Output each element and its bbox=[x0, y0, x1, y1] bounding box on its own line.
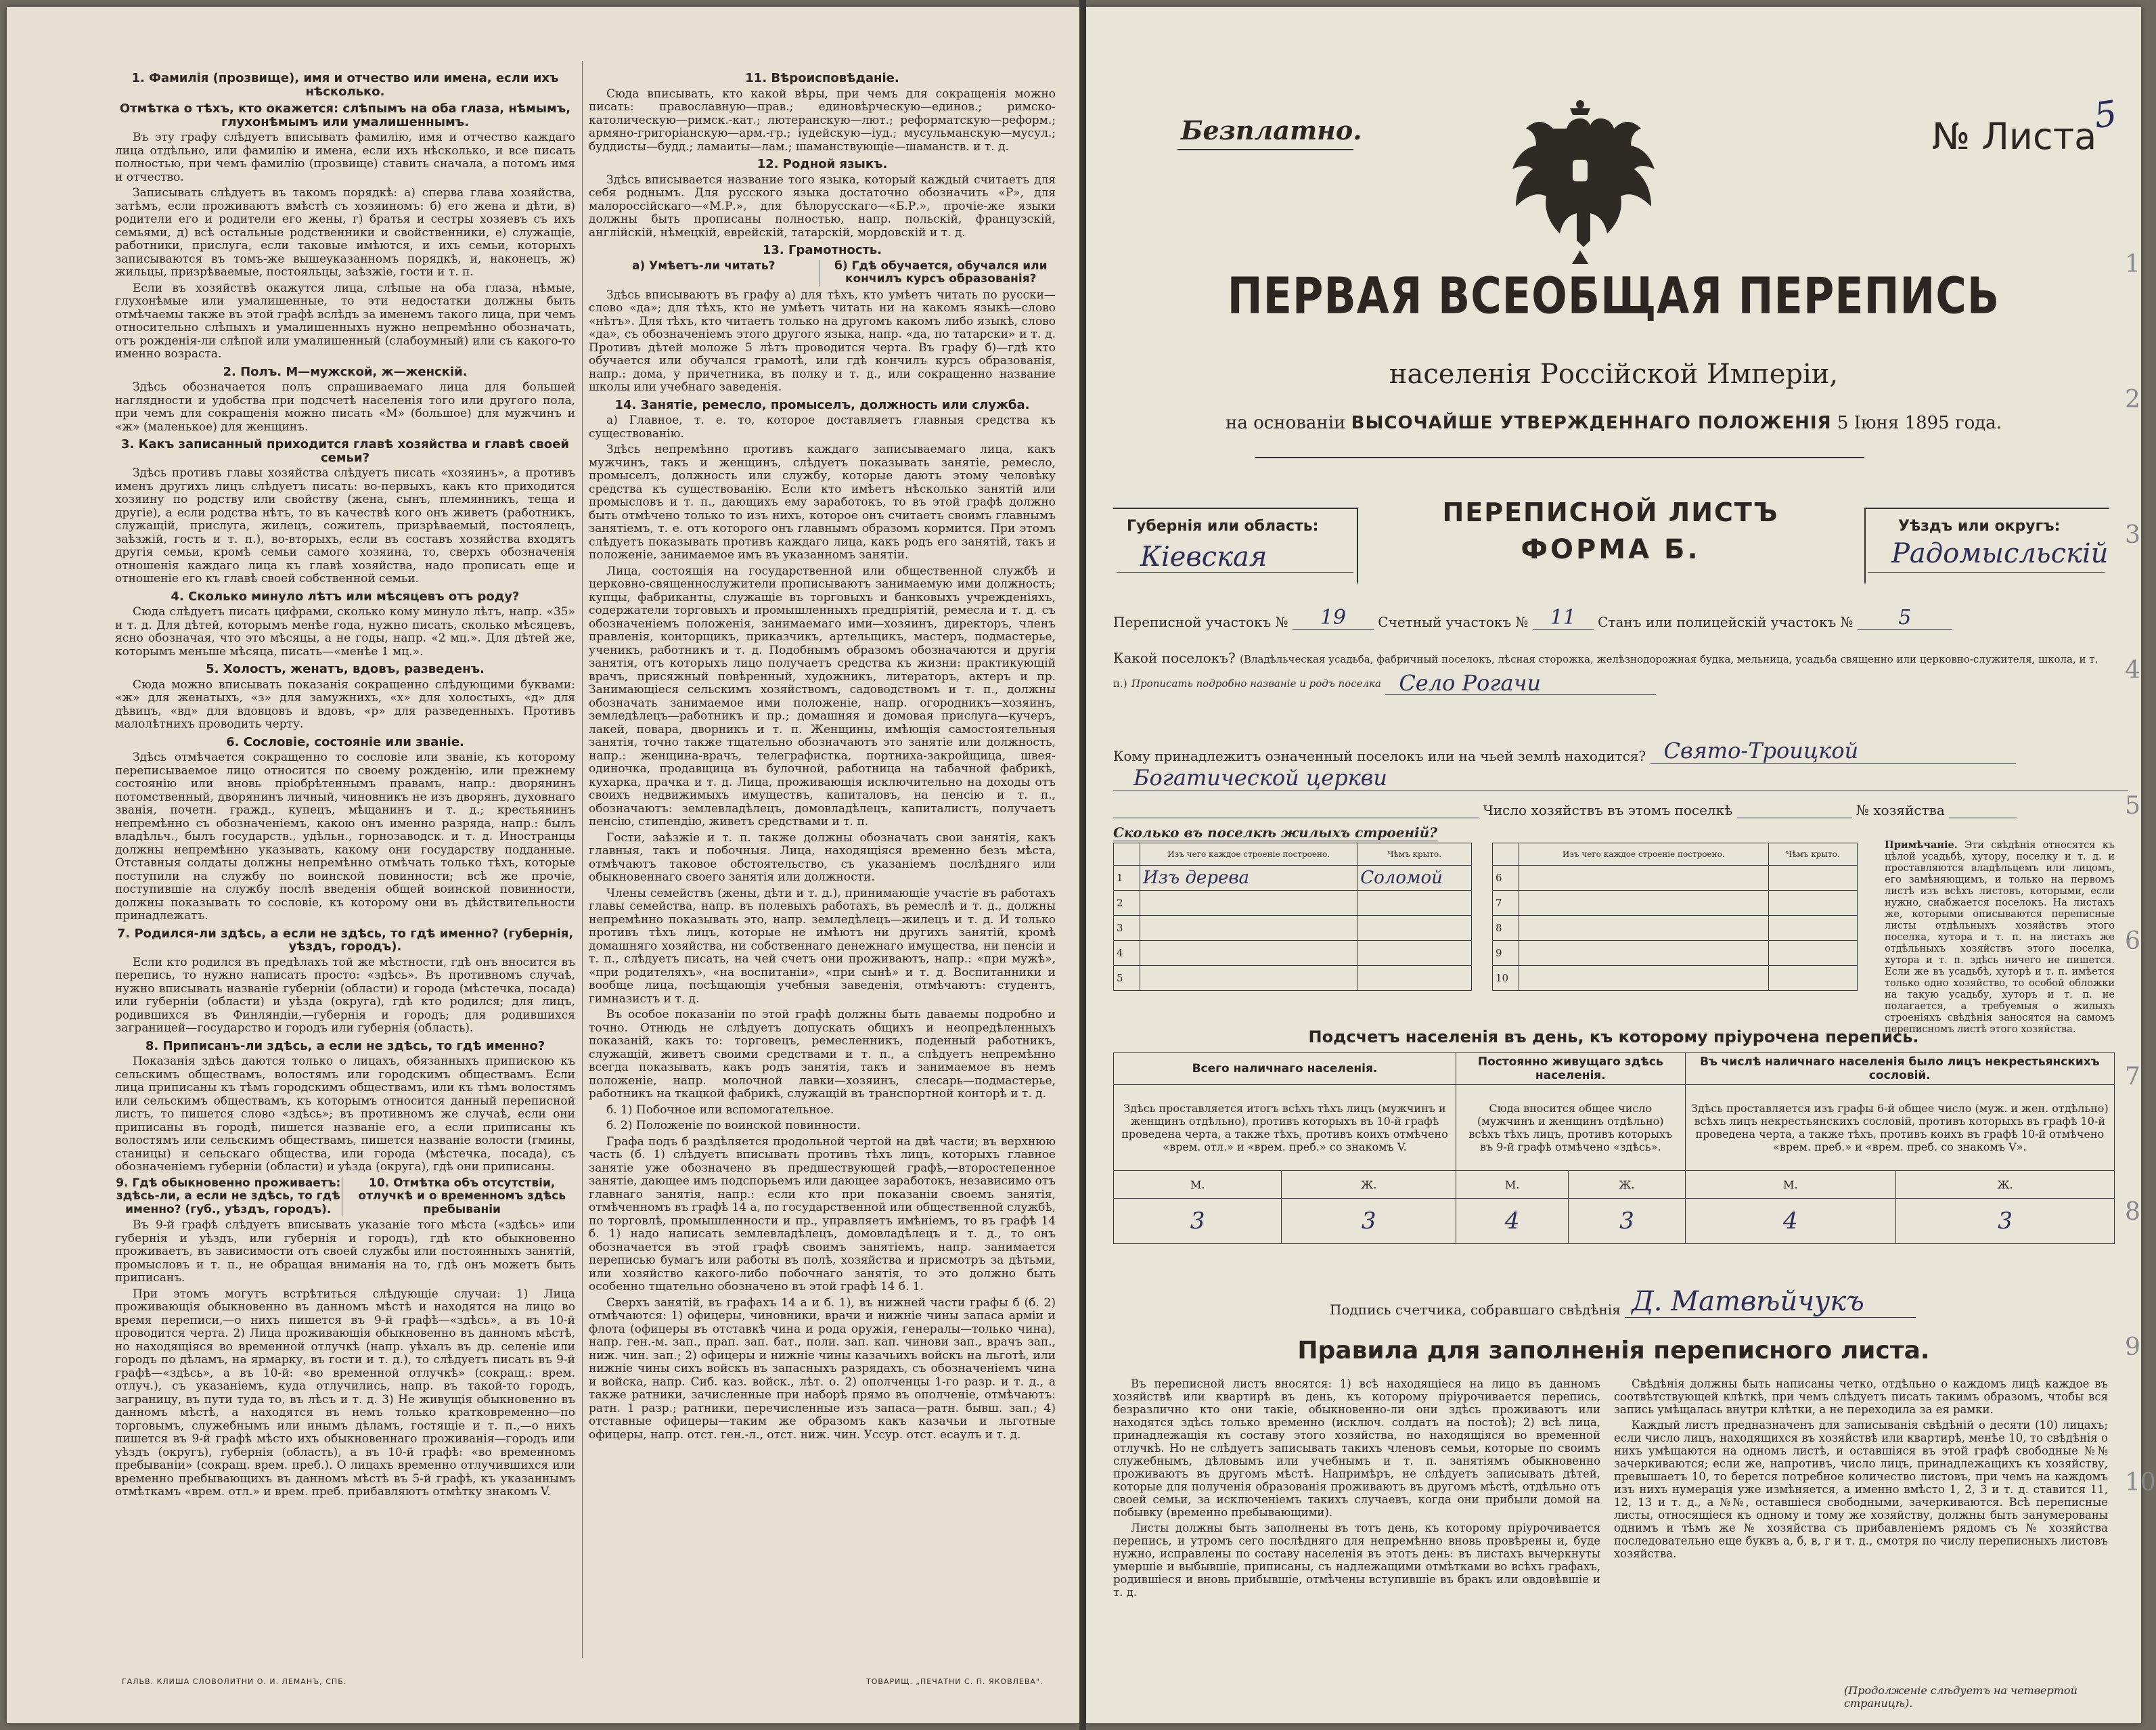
paragraph: Сверхъ занятій, въ графахъ 14 а и б. 1), въ нижней части графы б (б. 2) отмѣчаются: 1) офицеры, чиновники, врачи и нижніе чины запаса армiи и флота (офицеры въ отставкѣ чина и рода оружія, генералы—только чина), напр. ген.-м. зап., прап. зап. бат., поли. зап. кап. чинови зап., врачъ зап., ниж. чин. зап.; 2) офицеры и нижніе чины казачьихъ войскъ на льготѣ, или нижніе чины сихъ войскъ въ запасныхъ разрядахъ, съ обозначеніемъ чина и войска, напр. Сиб. каз. войск., лѣт. о. 2) ополченцы 1-го разр. и т. д., а также ратники, зачисленные при наборѣ прямо въ ополченіе, отмѣчаютъ: ратн. 1 разр.; ратники, перечисленные изъ запаса—ратн. бывш. зап.; 4) отставные офицеры—таким же образомъ какъ казачьи и льготные офицеры, напр. отст. ген.-л., отст. ниж. чин. Уссур. отст. есаулъ и т. д. bbox=[589, 1295, 1056, 1442]
building-roof bbox=[1357, 966, 1472, 991]
pop-value-permanent-m: 4 bbox=[1456, 1199, 1568, 1244]
uezd-value: Радомысльскій bbox=[1891, 538, 2109, 569]
section-heading: 8. Приписанъ-ли здѣсь, а если не здѣсь, то гдѣ именно? bbox=[145, 1038, 545, 1053]
pop-value-non-peasant-m: 4 bbox=[1685, 1199, 1895, 1244]
section-heading: 7. Родился-ли здѣсь, а если не здѣсь, то гдѣ именно? (губернія, уѣздъ, городъ). bbox=[116, 926, 574, 954]
land-label: Кому принадлежитъ означенный поселокъ или на чьей землѣ находится? bbox=[1113, 748, 1646, 764]
settlement-hint: (Владѣльческая усадьба, фабричный поселокъ, лѣсная сторожка, желѣзнодорожная будка, мельница, усадьба священно или церковно-служителя, школа, и т. п.) bbox=[1113, 653, 2098, 690]
section-heading: 14. Занятіе, ремесло, промыселъ, должность или служба. bbox=[614, 397, 1030, 412]
book-gutter bbox=[1079, 0, 1086, 1730]
land-value-1: Свято-Троицкой bbox=[1650, 738, 2016, 764]
paragraph: Здѣсь непремѣнно противъ каждаго записываемаго лица, какъ мужчинъ, такъ и женщинъ, слѣдуетъ показывать занятіе, ремесло, промыселъ, должность или службу, которые даютъ этому человѣку средства къ существованію. Если кто имѣетъ нѣсколько занятій или промысловъ и т. п., дающихъ ему заработокъ, то въ этой графѣ должно быть отмѣчено только то изъ нихъ, которое онъ считаетъ своимъ главнымъ занятіемъ, т. е. отъ которого онъ главнымъ образомъ кормится. При этомъ слѣдуетъ показывать противъ каждаго лица, какъ родъ его занятій, такъ и положеніе, занимаемое имъ въ указанномъ занятіи. bbox=[589, 443, 1056, 562]
building-roof: Соломой bbox=[1357, 866, 1472, 891]
section-heading: 5. Холостъ, женатъ, вдовъ, разведенъ. bbox=[206, 662, 485, 676]
building-number: 3 bbox=[1114, 916, 1140, 941]
sub-heading: 9. Гдѣ обыкновенно проживаетъ: здѣсь-ли, а если не здѣсь, то гдѣ именно? (губ., уѣздъ, городъ). bbox=[115, 1177, 342, 1217]
count-section-label: Счетный участокъ № bbox=[1378, 614, 1529, 630]
stan-value: 5 bbox=[1858, 606, 1952, 630]
households-row bbox=[1113, 802, 2115, 818]
signature-label: Подпись счетчика, собравшаго свѣдѣнія bbox=[1330, 1302, 1621, 1318]
pop-text-permanent: Сюда вносится общее число (мужчинъ и женщинъ отдѣльно) всѣхъ тѣхъ лицъ, противъ которыхъ въ 9-й графѣ отмѣчено «здѣсь». bbox=[1456, 1085, 1685, 1171]
paragraph: Сюда слѣдуетъ писать цифрами, сколько кому минуло лѣтъ, напр. «35» и т. д. Для дѣтей, которымъ менѣе года, нужно писать, сколько мѣсяцевъ, ясно обозначая, что это мѣсяцы, а не годы, напр. «2 мц.». Для дѣтей же, которымъ меньше мѣсяца, писать—«менѣе 1 мц.». bbox=[115, 605, 575, 659]
pop-text-non-peasant: Здѣсь проставляется изъ графы 6-й общее число (муж. и жен. отдѣльно) всѣхъ лицъ некрестьянскихъ сословій, противъ которыхъ въ графѣ 10-й проведена черта, а также тѣхъ, противъ коихъ въ графѣ 10-й отмѣчено «врем. преб.» и «врем. преб. со знакомъ V». bbox=[1685, 1085, 2114, 1171]
building-number: 9 bbox=[1493, 941, 1519, 966]
buildings-label: Сколько въ поселкѣ жилыхъ строеній? bbox=[1113, 824, 1437, 841]
pop-value-permanent-f: 3 bbox=[1569, 1199, 1685, 1244]
margin-number: 5 bbox=[2125, 792, 2140, 820]
population-count-title: Подсчетъ населенія въ день, къ которому пріурочена перепись. bbox=[1308, 1027, 1919, 1046]
buildings-note bbox=[1885, 839, 2115, 1036]
building-roof bbox=[1768, 916, 1857, 941]
section-heading: 1. Фамилія (прозвище), имя и отчество или имена, если ихъ нѣсколько. bbox=[131, 71, 559, 99]
instructions-column-a bbox=[115, 68, 575, 1502]
right-page bbox=[1086, 7, 2156, 1723]
paragraph: а) Главное, т. е. то, которое доставляетъ главныя средства къ существованію. bbox=[589, 414, 1056, 441]
paragraph: б. 1) Побочное или вспомогательное. bbox=[606, 1103, 834, 1117]
building-row bbox=[1493, 891, 1858, 916]
margin-number: 6 bbox=[2125, 927, 2140, 955]
pop-col-permanent: Постоянно живущаго здѣсь населенія. bbox=[1456, 1053, 1685, 1085]
settlement-hint-2: Прописать подробно названіе и родъ поселка bbox=[1131, 678, 1381, 690]
margin-number: 4 bbox=[2125, 657, 2140, 684]
basis-prefix: на основаніи bbox=[1225, 413, 1346, 433]
buildings-head-roof-2: Чѣмъ крыто. bbox=[1768, 843, 1857, 866]
building-row bbox=[1114, 891, 1472, 916]
rules-paragraph: Свѣдѣнія должны быть написаны четко, отдѣльно о каждомъ лицѣ каждое въ соотвѣтствующей клѣткѣ, при чемъ слѣдуетъ писать такимъ образомъ, чтобы вся запись умѣщалась внутри клѣтки, а не переходила за ея рамки. bbox=[1614, 1377, 2108, 1416]
signature-value: Д. Матвѣйчукъ bbox=[1625, 1286, 1916, 1318]
sub-heading: а) Умѣетъ-ли читать? bbox=[589, 260, 819, 286]
pop-value-present-f: 3 bbox=[1282, 1199, 1456, 1244]
count-section-value: 11 bbox=[1533, 606, 1594, 630]
census-section-label: Переписной участокъ № bbox=[1113, 614, 1288, 630]
buildings-head-material-2: Изъ чего каждое строеніе построено. bbox=[1519, 843, 1769, 866]
gubernia-line bbox=[1117, 572, 1353, 573]
buildings-head-material: Изъ чего каждое строеніе построено. bbox=[1140, 843, 1357, 866]
rules-paragraph: Въ переписной листъ вносятся: 1) всѣ находящіеся на лицо въ данномъ хозяйствѣ или квартирѣ въ день, къ которому пріурочивается перепись, безразлично кто они такіе, обыкновенно-ли они здѣсь проживаютъ или находятся здѣсь только временно (исключ. солдатъ на постоѣ); 2) всѣ лица, принадлежащія къ составу этого хозяйства, но находящіяся во временной отлучкѣ. Но не слѣдуетъ записывать такихъ членовъ семьи, которые по своимъ служебнымъ, дѣловымъ или учебнымъ и т. п. занятіямъ обыкновенно проживаютъ въ другомъ мѣстѣ. Напримѣръ, не слѣдуетъ записывать дѣтей, которые для полученія образованія проживаютъ въ другомъ мѣстѣ, отдѣльно отъ своей семьи, за исключеніемъ такихъ случаевъ, когда они прибыли домой на побывку (временно пребывающими). bbox=[1113, 1377, 1600, 1519]
stan-label: Станъ или полицейскій участокъ № bbox=[1598, 614, 1854, 630]
imprint-right: ТОВАРИЩ. „ПЕЧАТНИ С. П. ЯКОВЛЕВА". bbox=[866, 1677, 1043, 1686]
building-row bbox=[1114, 966, 1472, 991]
free-underline bbox=[1177, 149, 1353, 150]
section-heading: 2. Полъ. М—мужской, ж—женскій. bbox=[223, 364, 468, 379]
margin-number: 9 bbox=[2125, 1333, 2140, 1361]
rules-continuation: (Продолженіе слѣдуетъ на четвертой страницѣ). bbox=[1844, 1684, 2078, 1710]
pop-m-1: М. bbox=[1114, 1171, 1282, 1199]
buildings-table-left bbox=[1113, 843, 1472, 991]
settlement-label: Какой поселокъ? bbox=[1113, 650, 1236, 666]
section-heading: 4. Сколько минуло лѣтъ или мѣсяцевъ отъ роду? bbox=[171, 589, 520, 604]
paragraph: Записывать слѣдуетъ въ такомъ порядкѣ: а) сперва глава хозяйства, затѣмъ, если проживаютъ вмѣстѣ съ хозяиномъ: б) его жена и дѣти, в) родители его и родители его жены, г) братья и сестры хозяевъ съ ихъ семьями, д) всѣ остальные родственники и свойственники, е) служащіе, работники, прислуга, если таковые имѣются, и ихъ семьи, которыхъ записываются въ томъ-же вышеуказанномъ порядкѣ, и, наконецъ, ж) жильцы, призрѣваемые, постояльцы, заѣзжіе, гости и т. п. bbox=[115, 186, 575, 279]
building-number: 8 bbox=[1493, 916, 1519, 941]
form-header bbox=[1357, 497, 1864, 565]
pop-f-1: Ж. bbox=[1282, 1171, 1456, 1199]
pop-col-present: Всего наличнаго населенія. bbox=[1114, 1053, 1456, 1085]
margin-number: 2 bbox=[2125, 386, 2140, 414]
paragraph: Здѣсь отмѣчается сокращенно то сословіе или званіе, къ которому переписываемое лицо относится по своему рожденію, или прежнему состоянію или вновь пріобрѣтеннымъ правамъ, напр.: дворянинъ потомственный, дворянинъ личный, чиновникъ не изъ дворянъ, духовнаго званія, почетн. гражд., купецъ, мѣщанинъ и т. д.; крестьянинъ непремѣнно съ обозначеніемъ, какою онъ именно разряда, напр.: былъ владѣльч., былъ государств., удѣльн., горнозаводск. и т. д. Иностранцы должны непремѣнно указывать, какому они государству подданные. Отставныя солдаты должны непремѣнно отмѣчать только тѣхъ, которые поступили на службу по воинской повинности; всѣ же прочіе, поступившіе на службу послѣ введенія общей воинской повинности, должны показывать то сословіе, къ которому они въ дѣйствительности принадлежатъ. bbox=[115, 751, 575, 923]
section-heading: 11. Вѣроисповѣданіе. bbox=[745, 71, 899, 85]
uezd-line bbox=[1868, 572, 2105, 573]
building-roof bbox=[1357, 891, 1472, 916]
paragraph: Здѣсь вписываютъ въ графу а) для тѣхъ, кто умѣетъ читать по русски—слово «да»; для тѣхъ, кто не умѣетъ читать ни на какомъ языкѣ—слово «нѣтъ». Для тѣхъ, кто читаетъ только на другомъ какомъ либо языкѣ, слово «да», съ обозначеніемъ этого другого языка, напр. «да, по татарски» и т. д. Противъ дѣтей моложе 5 лѣтъ проводится черта. Въ графу б)—гдѣ кто обучается или обучался грамотѣ, или гдѣ кончилъ курсъ образованія, напр.: дома, у причетника, въ полку и т. д., или сокращенно название школы или учебнаго заведенія. bbox=[589, 288, 1056, 394]
paragraph: Сюда вписывать, кто какой вѣры, при чемъ для сокращенія можно писать: православную—прав.; единовѣрческую—единов.; римско-католическую—римск.-кат.; лютеранскую—лют.; реформатскую—реформ.; армяно-григоріанскую—арм.-гр.; іудейскую—іуд.; мусульманскую—мусул.; буддисты—будд.; ламаиты—лам.; шаманствующіе—шаманств. и т. д. bbox=[589, 87, 1056, 154]
paragraph: Гости, заѣзжіе и т. п. также должны обозначать свои занятія, какъ главныя, такъ и побочныя. Лица, находящіяся временно безъ мѣста, отмѣчаютъ таковое обстоятельство, съ указаніемъ послѣдняго или обыкновеннаго своего занятія или должности. bbox=[589, 830, 1056, 884]
note-title: Примѣчаніе. bbox=[1885, 839, 1958, 851]
instructions-column-b bbox=[589, 68, 1056, 1444]
building-roof bbox=[1768, 866, 1857, 891]
section-heading: 6. Сословіе, состояніе или званіе. bbox=[226, 734, 464, 749]
building-material bbox=[1519, 916, 1769, 941]
pop-value-present-m: 3 bbox=[1114, 1199, 1282, 1244]
building-row bbox=[1493, 966, 1858, 991]
gubernia-value: Кіевская bbox=[1140, 541, 1267, 573]
signature-row bbox=[1330, 1286, 1916, 1318]
gubernia-label: Губернія или область: bbox=[1127, 518, 1319, 535]
paragraph: При этомъ могутъ встрѣтиться слѣдующіе случаи: 1) Лица проживающія обыкновенно въ данномъ мѣстѣ и находятся на лицо во время переписи,—о нихъ пишется въ 9-й графѣ—«здѣсь», а въ 10-й проводится черта. 2) Лица проживающія обыкновенно въ данномъ мѣстѣ, но находящіяся во временной отлучкѣ (напр. уѣхалъ въ др. селеніе или городъ по дѣламъ, на ярмарку, въ гости и т. д.), то слѣдуетъ писать въ 9-й графѣ—«здѣсь», а въ 10-й: «во временной отлучкѣ» (сокращ.: врем. отлуч.), съ указаніемъ, куда отлучились, напр. въ такой-то городъ, заграницу, въ пути туда то, въ лѣсъ и т. д. 3) Не живущія обыкновенно въ данномъ мѣстѣ, а находятся въ немъ только кратковременно—по торговымъ, служебнымъ или инымъ дѣламъ, гостящіе и т. п.,—о нихъ пишется въ 9-й графѣ мѣсто ихъ обыкновеннаго проживанія—городъ или уѣздъ (округъ), губернія (область), а въ 10-й графѣ: «во временномъ пребываніи» (сокращ. врем. преб.). О лицахъ временно отлучившихся или временно пребывающихъ въ данномъ мѣстѣ въ 5-й графѣ, къ указаннымъ отмѣткамъ «врем. отл.» и врем. преб. прибавляютъ отмѣтку знакомъ V. bbox=[115, 1287, 575, 1499]
building-roof bbox=[1768, 966, 1857, 991]
section-heading: Отмѣтка о тѣхъ, кто окажется: слѣпымъ на оба глаза, нѣмымъ, глухонѣмымъ или умалишеннымъ. bbox=[119, 102, 571, 129]
rules-column-a bbox=[1113, 1377, 1600, 1601]
building-number: 5 bbox=[1114, 966, 1140, 991]
building-roof bbox=[1357, 916, 1472, 941]
census-section-value: 19 bbox=[1293, 606, 1374, 630]
paragraph: Здѣсь противъ главы хозяйства слѣдуетъ писать «хозяинъ», а противъ именъ другихъ лицъ слѣдуетъ писать: во-первыхъ, какъ кто приходится хозяину по родству или свойству (жена, сынъ, племянникъ, теща и другіе), а если родства нѣтъ, то въ качествѣ кого онъ живетъ (работникъ, служащій, прислуга, жилецъ, сожитель, призрѣваемый, постоялецъ, заѣзжій, гость и т. п.), во-вторыхъ, если въ составъ хозяйства входятъ другія семьи, кромѣ семьи самого хозяина, то, сверхъ обозначенія отношенія каждаго лица къ главѣ хозяйства, надо прописать еще и отношеніе его къ главѣ своей собственной семьи. bbox=[115, 466, 575, 585]
basis-caps: ВЫСОЧАЙШЕ УТВЕРЖДЕННАГО ПОЛОЖЕНІЯ bbox=[1351, 413, 1832, 433]
population-table bbox=[1113, 1052, 2115, 1244]
uezd-label: Уѣздъ или округъ: bbox=[1898, 518, 2061, 535]
building-material bbox=[1140, 966, 1357, 991]
building-material bbox=[1519, 866, 1769, 891]
building-roof bbox=[1768, 891, 1857, 916]
building-material bbox=[1519, 966, 1769, 991]
building-number: 4 bbox=[1114, 941, 1140, 966]
building-number: 1 bbox=[1114, 866, 1140, 891]
paragraph: Показанія здѣсь даются только о лицахъ, обязанныхъ припискою къ сельскимъ обществамъ, волостямъ или городскимъ обществамъ. Если лица приписаны къ тѣмъ городскимъ обществамъ, или къ тѣмъ волостямъ или сельскимъ обществамъ, къ которымъ относится данный переписной листъ, то пишется слово «здѣсь»; въ противномъ же случаѣ, если они приписаны въ городѣ, пишется названіе его, а если приписаны къ волостямъ или сельскимъ обществамъ, пишется названіе волости (гмины, станицы) и сельскаго общества, или города (мѣстечка, посада), съ обозначеніемъ губерніи (области) и уѣзда (округа), гдѣ они приписаны. bbox=[115, 1055, 575, 1174]
left-page bbox=[7, 7, 1079, 1723]
paragraph: Въ 9-й графѣ слѣдуетъ вписывать указаніе того мѣста («здѣсь» или губернія и уѣздъ, или губернія и городъ), гдѣ кто обыкновенно проживаетъ, въ зависимости отъ своей службы или постоянныхъ занятій, промысловъ и т. п., не обращая вниманія на то, гдѣ онъ можетъ быть приписанъ. bbox=[115, 1218, 575, 1285]
building-row bbox=[1493, 941, 1858, 966]
paragraph: Въ эту графу слѣдуетъ вписывать фамилію, имя и отчество каждаго лица отдѣльно, или фамилію и имена, если ихъ нѣсколько, и все писать полностью, при чемъ фамилію (прозвище) ставить сначала, а потомъ имя и отчество. bbox=[115, 131, 575, 184]
margin-number: 8 bbox=[2125, 1198, 2140, 1226]
sub-heading-pair bbox=[589, 260, 1056, 286]
form-title-1: ПЕРЕПИСНОЙ ЛИСТЪ bbox=[1442, 497, 1779, 527]
pop-col-non-peasant: Въ числѣ наличнаго населенія было лицъ некрестьянскихъ сословій. bbox=[1685, 1053, 2114, 1085]
pop-m-3: М. bbox=[1685, 1171, 1895, 1199]
settlement-row bbox=[1113, 646, 2115, 695]
paragraph: Въ особое показаніи по этой графѣ должны быть даваемы подробно и точно. Отнюдь не слѣдуетъ допускать общихъ и неопредѣленныхъ показаній, какъ то: торговецъ, ремесленникъ, поденный работникъ, служащій, живетъ своими средствами и т. п., а слѣдуетъ непремѣнно всегда показывать, какъ родъ занятія, такъ и занимаемое въ немъ положеніе, напр. молочной лавки—хозяинъ, слесарь—подмастерье, работникъ на ткацкой фабрикѣ, служащій въ транспортной конторѣ и т. д. bbox=[589, 1008, 1056, 1101]
buildings-table-right bbox=[1492, 843, 1858, 991]
pop-value-non-peasant-f: 3 bbox=[1896, 1199, 2115, 1244]
land-row bbox=[1113, 738, 2115, 764]
imprint-left: ГАЛЬВ. КЛИША СЛОВОЛИТНИ О. И. ЛЕМАНЪ, СПБ. bbox=[122, 1677, 347, 1686]
building-material bbox=[1140, 916, 1357, 941]
land-row-2 bbox=[1113, 765, 2115, 791]
rules-paragraph: Каждый листъ предназначенъ для записыванія свѣдѣній о десяти (10) лицахъ; если число лицъ, находящихся въ хозяйствѣ или квартирѣ, менѣе 10, то свѣдѣнія о нихъ умѣщаются на одномъ листѣ, и оставшіяся въ этой графѣ свободные №№ зачеркиваются; если же, напротивъ, число лицъ, принадлежащихъ къ хозяйству, превышаетъ 10, то берется потребное количество листовъ, при чемъ на каждомъ изъ нихъ нумерація уже измѣняется, а именно вмѣсто 1, 2, 3 и т. д. ставится 11, 12, 13 и т. д., а №№, оставшіеся свободными, зачеркиваются. Всѣ переписные листы, относящіеся къ одному и тому же хозяйству, должны быть занумерованы однимъ и тѣмъ же № хозяйства съ прибавленіемъ рядомъ съ № хозяйства последовательно еще буквъ а, б, в, г и т. д., смотря по числу переписныхъ листовъ хозяйства. bbox=[1614, 1419, 2108, 1560]
building-roof bbox=[1357, 941, 1472, 966]
margin-number: 10 bbox=[2125, 1469, 2156, 1496]
section-heading: 13. Грамотность. bbox=[762, 243, 882, 257]
rules-paragraph: Листы должны быть заполнены въ тотъ день, къ которому пріурочивается перепись, и утромъ сего послѣдняго для непремѣнно вновь провѣрены и, буде нужно, исправлены по составу населенія въ этотъ день: въ листахъ вычеркнуты умершіе и выбывшіе, приписаны, съ надлежащими отмѣтками во всѣхъ графахъ, родившіеся и вновь прибывшіе, отмѣчены вступившіе въ бракъ или овдовѣвшіе и т. д. bbox=[1113, 1522, 1600, 1599]
building-row bbox=[1114, 866, 1472, 891]
households-label: Число хозяйствъ въ этомъ поселкѣ bbox=[1483, 802, 1733, 818]
building-roof bbox=[1768, 941, 1857, 966]
form-title-2: ФОРМА Б. bbox=[1521, 534, 1701, 565]
paragraph: Если кто родился въ предѣлахъ той же мѣстности, гдѣ онъ вносится въ перепись, то нужно написать просто: «здѣсь». Въ противномъ случаѣ, нужно вписывать названіе губерніи (области) и города (мѣстечка, посада) или губерніи (области) и уѣзда (округа), гдѣ кто родился; для лицъ, родившихся въ Финляндіи,—губернія и городъ; для родившихся заграницей—государство и городъ или губернія (область). bbox=[115, 955, 575, 1035]
margin-number: 1 bbox=[2125, 250, 2140, 278]
settlement-value: Село Рогачи bbox=[1385, 671, 1656, 695]
pop-f-3: Ж. bbox=[1896, 1171, 2115, 1199]
section-heading: 3. Какъ записанный приходится главѣ хозяйства и главѣ своей семьи? bbox=[121, 437, 569, 465]
sub-heading: б) Гдѣ обучается, обучался или кончилъ курсъ образованія? bbox=[834, 259, 1048, 286]
paragraph: б. 2) Положеніе по воинской повинности. bbox=[606, 1119, 861, 1132]
sub-heading-pair bbox=[115, 1177, 575, 1217]
margin-number: 3 bbox=[2125, 521, 2140, 549]
paragraph: Графа подъ б раздѣляется продольной чертой на двѣ части; въ верхнюю часть (б. 1) слѣдуетъ вписывать противъ тѣхъ лицъ, которыхъ главное занятіе уже обозначено въ предшествующей графѣ,—второстепенное занятіе, дающее имъ подспорьемъ или дающее заработокъ, независимо отъ главнаго занятія, напр.: если кто при показаніи своемъ занятія, отмѣченномъ въ графѣ 14 а, по государственной или общественной службѣ, по торговлѣ, промышленности и пр., управляетъ имѣніемъ, то въ графѣ 14 б. 1) надо написать землевладѣлецъ, домовладѣлецъ и т. д., то онъ обозначается въ этой графѣ своимъ занятіемъ, напр. занимается переписью бумагъ или работы въ полѣ, хозяйства и присмотръ за дѣтьми, или хозяйство какого-либо побочнаго занятія, то это должно быть особенно тщательно обозначено въ этой графѣ 14 б. 1. bbox=[589, 1134, 1056, 1293]
paragraph: Здѣсь обозначается полъ спрашиваемаго лица для большей наглядности и удобства при подсчетѣ населенія того или другого пола, при чемъ для сокращенія можно писать «М» (большое) для мужчинъ и «ж» (маленькое) для женщинъ. bbox=[115, 380, 575, 434]
margin-number: 7 bbox=[2125, 1063, 2140, 1090]
building-row bbox=[1114, 916, 1472, 941]
building-material bbox=[1519, 941, 1769, 966]
land-value-2: Богатической церкви bbox=[1113, 765, 2128, 791]
sections-row bbox=[1113, 606, 2115, 630]
pop-f-2: Ж. bbox=[1569, 1171, 1685, 1199]
paragraph: Лица, состоящія на государственной или общественной службѣ и церковно-священнослужители прописываютъ занимаемую ими должность; купцы, фабриканты, служащіе въ торговыхъ и банковыхъ учрежденіяхъ, содержатели торговыхъ и промышленныхъ предпріятій, ремесла и т. д. съ обозначеніемъ положенія, занимаемаго ими—хозяинъ, директоръ, членъ правленія, конторщикъ, приказчикъ, артельщикъ, мастеръ, подмастерье, ученикъ, работникъ и т. д. Подобнымъ образомъ обозначаются и другія занятія, отъ которыхъ лицо получаетъ средства къ жизни: практикующій врачъ, присяжный повѣренный, художникъ, литераторъ, актеръ и пр. Занимающіеся сельскимъ хозяйствомъ, садоводствомъ и т. п., должны обозначать занимаемое ими положеніе, напр. огородникъ—хозяинъ, земледѣлецъ—работникъ и пр.; домашняя и домовая прислуга—кучеръ, лакей, повара, дворникъ и т. п. Женщины, имѣющія самостоятельныя занятія, точно также тщательно обозначаютъ это занятіе или должность, напр.: женщина-врачъ, телеграфистка, портниха-закройщица, швея-одиночка, продавщица въ булочной, работница на табачной фабрикѣ, кухарка, прачка и т. д. Лица, проживающія исключительно на доходы отъ своихъ недвижимыхъ имуществъ, капиталовъ, на пенсію и т. п., обозначаютъ: землевладѣлецъ, домовладѣлецъ, капиталистъ, получаетъ пенсію, стипендію, живетъ средствами и т. п. bbox=[589, 564, 1056, 828]
pop-text-present: Здѣсь проставляется итогъ всѣхъ тѣхъ лицъ (мужчинъ и женщинъ отдѣльно), противъ которыхъ въ 10-й графѣ проведена черта, а также тѣхъ, противъ коихъ отмѣчено «врем. отл.» и «врем. преб.» со знакомъ V. bbox=[1114, 1085, 1456, 1171]
sheet-number-label: № Листа bbox=[1932, 115, 2097, 158]
sheet-number-value: 5 bbox=[2091, 93, 2120, 137]
building-number: 6 bbox=[1493, 866, 1519, 891]
legal-basis bbox=[1086, 413, 2141, 433]
building-row bbox=[1493, 916, 1858, 941]
basis-suffix: 5 Іюня 1895 года. bbox=[1837, 413, 2002, 433]
page-subtitle: населенія Россійской Имперіи, bbox=[1389, 359, 1839, 390]
buildings-head-roof: Чѣмъ крыто. bbox=[1357, 843, 1472, 866]
paragraph: Здѣсь вписывается название того языка, который каждый считаетъ для себя роднымъ. Для русского языка достаточно обозначить «Р», для малороссійскаго—«М.Р.», для бѣлорусскаго—«Б.Р.», прочіе-же языки должны быть прописаны полностью, напр. польскій, французскій, англійскій, нѣмецкій, еврейскій, татарскій, мордовскій и т. д. bbox=[589, 173, 1056, 240]
column-divider bbox=[582, 61, 583, 1658]
free-label: Безплатно. bbox=[1181, 115, 1362, 146]
sub-heading: 10. Отмѣтка объ отсутствіи, отлучкѣ и о временномъ здѣсь пребываніи bbox=[358, 1176, 566, 1216]
paragraph: Сюда можно вписывать показанія сокращенно слѣдующими буквами: «ж» для женатыхъ, «з» для замужнихъ, «х» для холостыхъ, «д» для дѣвицъ, «вд» для вдовцовъ и вдовъ, «р» для разведенныхъ. Противъ малолѣтнихъ проводить черту. bbox=[115, 678, 575, 731]
pop-m-2: М. bbox=[1456, 1171, 1568, 1199]
paragraph: Если въ хозяйствѣ окажутся лица, слѣпые на оба глаза, нѣмые, глухонѣмые или умалишенные, то эти недостатки должны быть отмѣчаемы также въ этой графѣ вслѣдъ за именемъ такого лица, при чемъ относительно слѣпыхъ и умалишенныхъ нужно непремѣнно обозначать, отъ рожденія-ли слѣпой или умалишенный (слабоумный) или съ какого-то именно возраста. bbox=[115, 281, 575, 361]
building-material bbox=[1519, 891, 1769, 916]
rules-title: Правила для заполненія переписного листа. bbox=[1297, 1337, 1930, 1365]
household-no-label: № хозяйства bbox=[1856, 802, 1945, 818]
page-title: ПЕРВАЯ ВСЕОБЩАЯ ПЕРЕПИСЬ bbox=[1227, 265, 2000, 326]
building-row bbox=[1493, 866, 1858, 891]
double-headed-eagle-emblem bbox=[1506, 95, 1655, 271]
paragraph: Члены семействъ (жены, дѣти и т. д.), принимающіе участіе въ работахъ главы семейства, напр. въ полевыхъ работахъ, въ ремеслѣ и т. д., должны непремѣнно показывать это, напр. земледѣлецъ—жилецъ и т. д. И только противъ тѣхъ лицъ, которые не имѣютъ ни другихъ занятій, кромѣ домашняго хозяйства, ни собственнаго денежнаго имущества, ни пенсіи и т. п., слѣдуетъ писать, на чей счетъ они проживаютъ, напр.: «при мужѣ», «при родителяхъ», «на воспитаніи», «при сынѣ» и т. д. Воспитанники и вообще лица, посѣщающія учебныя заведенія, отмѣчаютъ: студентъ, гимназистъ и т. д. bbox=[589, 886, 1056, 1006]
building-material bbox=[1140, 891, 1357, 916]
building-number: 10 bbox=[1493, 966, 1519, 991]
building-number: 7 bbox=[1493, 891, 1519, 916]
title-separator bbox=[1255, 457, 1864, 458]
note-text: Эти свѣдѣнія относятся къ цѣлой усадьбѣ, хутору, поселку и т. д. и проставляются владѣльцемъ или лицомъ, его замѣняющимъ, и только на первомъ листѣ изъ всѣхъ листовъ, которыми, если нужно, снабжается поселокъ. На листахъ же, которыми описываются переписные листы отдѣльныхъ хозяйствъ этого поселка, хутора и т. п. на листахъ же отдѣльныхъ хозяйствъ этого поселка, хутора и т. п. здѣсь ничего не пишется. Если же въ усадьбѣ, хуторѣ и т. п. имѣется только одно хозяйство, то особой обложки на такую усадьбу, хуторъ и т. п. не полагается, а требуемыя о жилыхъ строеніяхъ свѣдѣнія заносятся на самомъ переписномъ листѣ этого хозяйства. bbox=[1885, 840, 2115, 1035]
section-heading: 12. Родной языкъ. bbox=[757, 157, 888, 171]
building-row bbox=[1114, 941, 1472, 966]
rules-column-b bbox=[1614, 1377, 2108, 1563]
building-number: 2 bbox=[1114, 891, 1140, 916]
building-material: Изъ дерева bbox=[1140, 866, 1357, 891]
building-material bbox=[1140, 941, 1357, 966]
